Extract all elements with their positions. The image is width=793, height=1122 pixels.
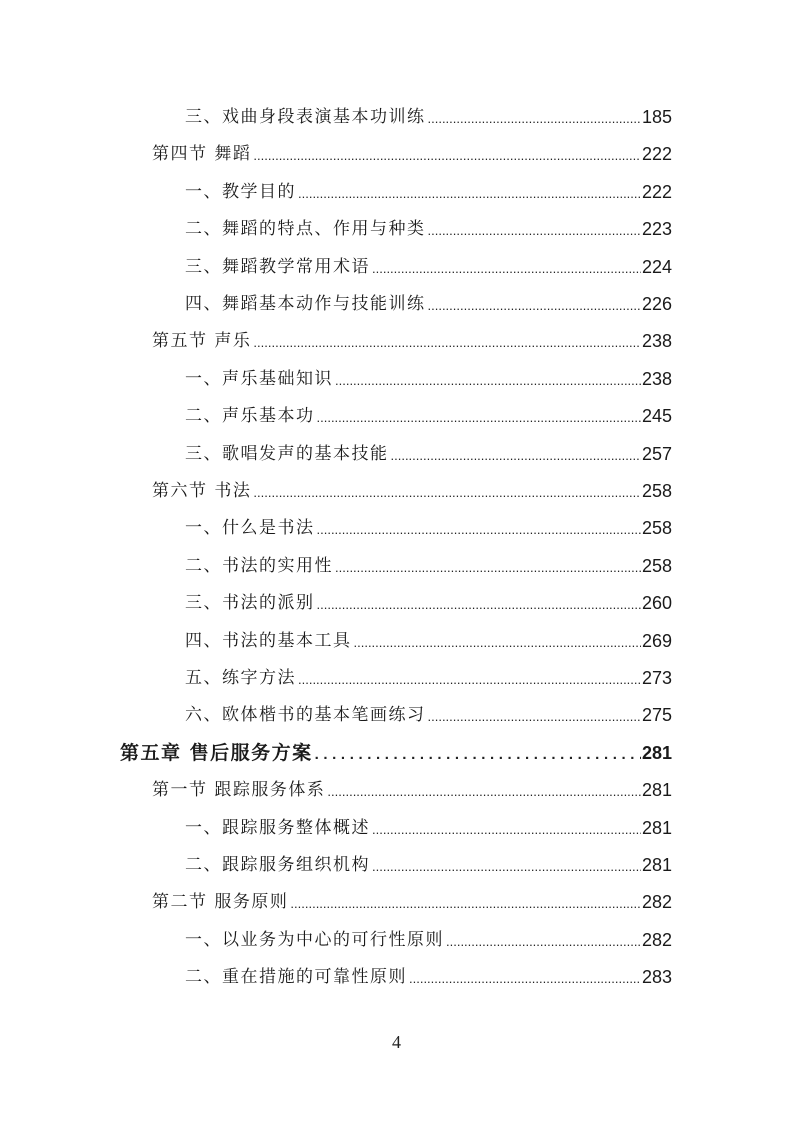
toc-entry-title: 四、舞蹈基本动作与技能训练	[185, 294, 426, 314]
dot-leader	[298, 179, 641, 205]
toc-entry[interactable]	[185, 511, 672, 541]
toc-entry-title: 五、练字方法	[185, 668, 296, 688]
dot-leader	[409, 964, 641, 990]
toc-entry[interactable]	[185, 811, 672, 841]
dot-leader	[315, 740, 641, 766]
dot-leader	[428, 702, 641, 728]
toc-entry[interactable]	[185, 698, 672, 728]
toc-entry-page: 257	[641, 443, 672, 464]
dot-leader	[253, 478, 641, 504]
toc-entry-page: 223	[641, 219, 672, 240]
toc-entry-title: 三、书法的派别	[185, 593, 315, 614]
toc-entry-title: 二、跟踪服务组织机构	[185, 855, 370, 875]
toc-chapter-entry[interactable]	[120, 736, 672, 766]
toc-entry-page: 282	[641, 929, 672, 950]
toc-entry-page: 275	[641, 705, 672, 726]
dot-leader	[372, 852, 641, 878]
toc-entry-title: 一、跟踪服务整体概述	[185, 817, 370, 838]
page-number: 4	[392, 1032, 401, 1052]
toc-entry-page: 222	[641, 144, 672, 165]
toc-entry-page: 283	[641, 967, 672, 988]
toc-entry-title: 六、欧体楷书的基本笔画练习	[185, 705, 426, 726]
toc-entry-title: 二、舞蹈的特点、作用与种类	[185, 219, 426, 240]
toc-entry-title: 二、声乐基本功	[185, 406, 315, 427]
dot-leader	[335, 553, 641, 579]
toc-entry-page: 258	[641, 518, 672, 539]
toc-entry-page: 222	[641, 181, 672, 202]
dot-leader	[327, 777, 641, 803]
toc-entry-page: 281	[641, 742, 672, 763]
dot-leader	[372, 815, 641, 841]
toc-entry-title: 第六节 书法	[152, 481, 252, 501]
toc-entry-page: 238	[641, 368, 672, 389]
toc-entry[interactable]	[185, 960, 672, 990]
toc-entry-title: 一、以业务为中心的可行性原则	[185, 929, 444, 950]
toc-entry[interactable]	[185, 586, 672, 616]
toc-entry[interactable]	[152, 137, 672, 167]
dot-leader	[372, 254, 641, 280]
toc-entry-title: 四、书法的基本工具	[185, 630, 352, 651]
dot-leader	[253, 328, 641, 354]
toc-entry-title: 三、歌唱发声的基本技能	[185, 443, 389, 464]
toc-entry-title: 一、什么是书法	[185, 518, 315, 539]
toc-entry[interactable]	[185, 250, 672, 280]
toc-entry-page: 224	[641, 256, 672, 277]
toc-entry-page: 185	[641, 107, 672, 127]
toc-entry[interactable]	[185, 362, 672, 392]
toc-entry-page: 226	[641, 294, 672, 314]
toc-entry[interactable]	[185, 437, 672, 467]
toc-entry[interactable]	[185, 100, 672, 130]
dot-leader	[335, 366, 641, 392]
toc-entry-title: 第五章 售后服务方案	[120, 741, 313, 764]
dot-leader	[354, 628, 641, 654]
toc-entry-page: 258	[641, 481, 672, 501]
dot-leader	[317, 515, 641, 541]
toc-entry-title: 二、重在措施的可靠性原则	[185, 967, 407, 988]
dot-leader	[428, 216, 641, 242]
toc-entry[interactable]	[185, 175, 672, 205]
toc-entry-page: 245	[641, 406, 672, 427]
dot-leader	[317, 403, 641, 429]
toc-entry[interactable]	[185, 287, 672, 317]
toc-entry-page: 260	[641, 593, 672, 614]
dot-leader	[391, 441, 641, 467]
toc-entry-page: 281	[641, 855, 672, 875]
dot-leader	[298, 665, 641, 691]
dot-leader	[428, 104, 641, 130]
toc-entry[interactable]	[152, 324, 672, 354]
toc-entry-title: 第一节 跟踪服务体系	[152, 780, 326, 801]
toc-entry[interactable]	[185, 624, 672, 654]
toc-entry-title: 第五节 声乐	[152, 331, 252, 352]
toc-entry-page: 281	[641, 780, 672, 801]
toc-entry-page: 238	[641, 331, 672, 352]
toc-entry-title: 二、书法的实用性	[185, 555, 333, 576]
toc-entry-page: 258	[641, 555, 672, 576]
toc-entry[interactable]	[152, 885, 672, 915]
dot-leader	[253, 141, 641, 167]
toc-entry-title: 第四节 舞蹈	[152, 144, 252, 165]
toc-entry[interactable]	[152, 474, 672, 504]
toc-entry[interactable]	[152, 773, 672, 803]
dot-leader	[290, 889, 641, 915]
toc-entry-title: 三、戏曲身段表演基本功训练	[185, 107, 426, 127]
toc-entry-title: 一、教学目的	[185, 181, 296, 202]
dot-leader	[446, 927, 641, 953]
toc-entry-title: 第二节 服务原则	[152, 892, 289, 913]
toc-entry[interactable]	[185, 848, 672, 878]
toc-entry-title: 三、舞蹈教学常用术语	[185, 256, 370, 277]
toc-entry[interactable]	[185, 923, 672, 953]
dot-leader	[317, 590, 641, 616]
toc-entry[interactable]	[185, 399, 672, 429]
dot-leader	[428, 291, 641, 317]
toc-entry[interactable]	[185, 661, 672, 691]
toc-entry-page: 269	[641, 630, 672, 651]
toc-entry[interactable]	[185, 212, 672, 242]
toc-entry[interactable]	[185, 549, 672, 579]
toc-entry-page: 281	[641, 817, 672, 838]
toc-entry-page: 273	[641, 668, 672, 688]
toc-entry-page: 282	[641, 892, 672, 913]
toc-entry-title: 一、声乐基础知识	[185, 368, 333, 389]
